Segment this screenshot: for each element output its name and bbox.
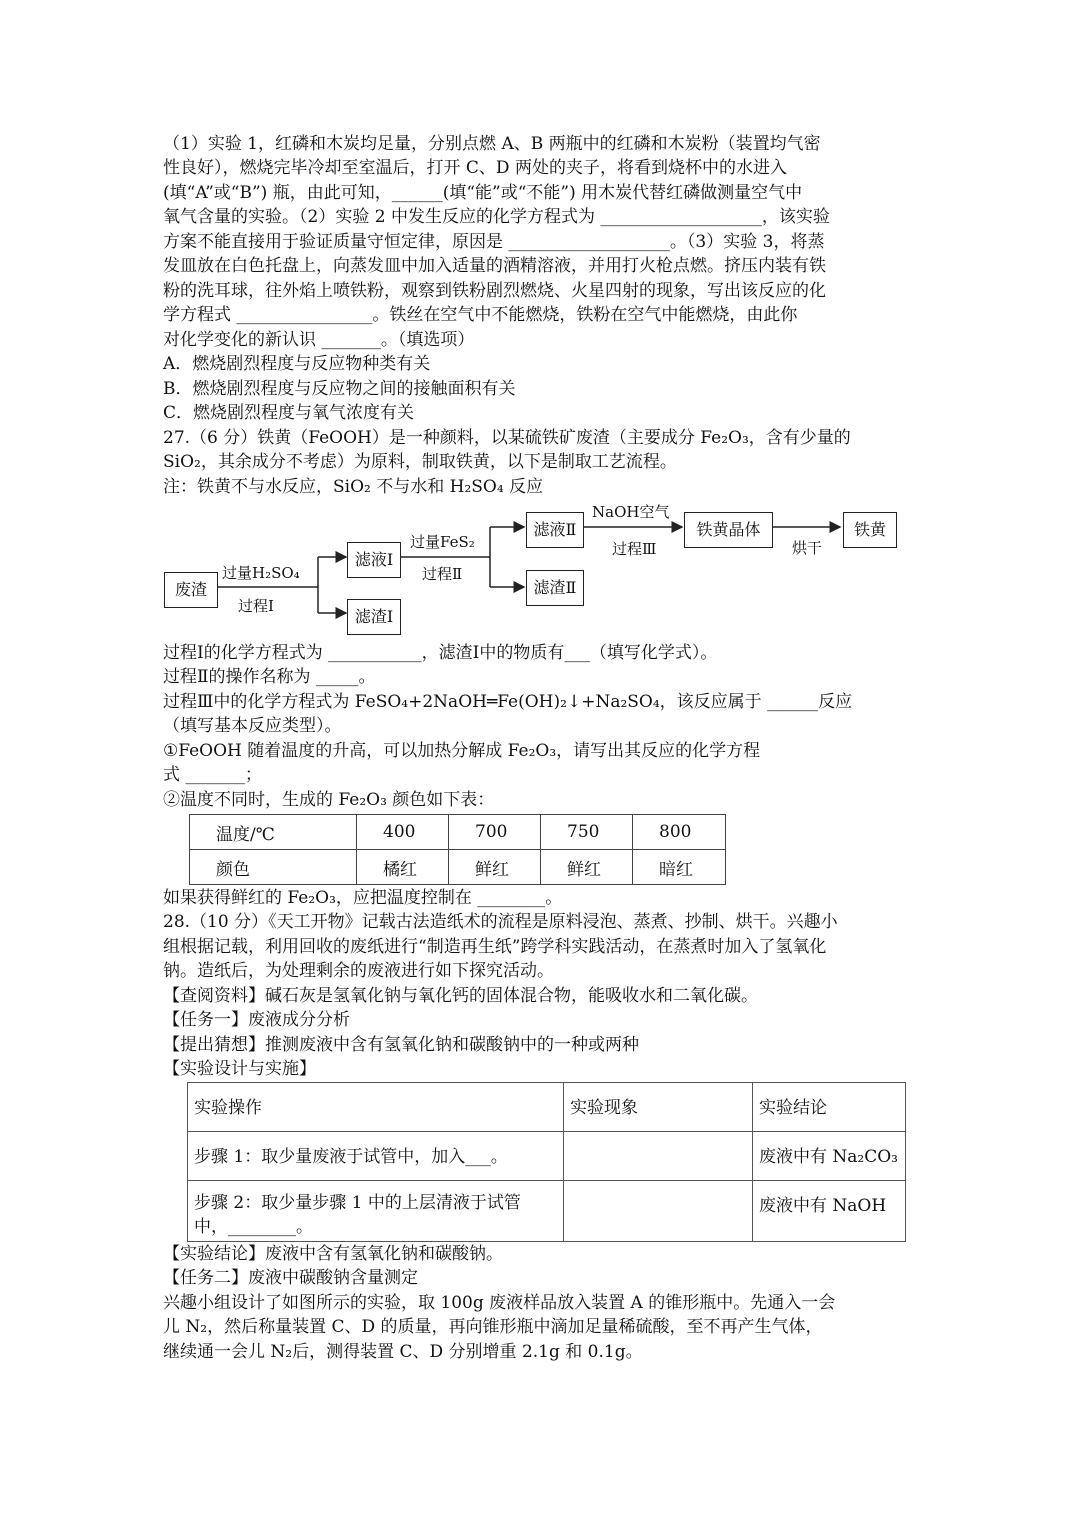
text-line: 如果获得鲜红的 Fe₂O₃，应把温度控制在 ________。 [163,888,563,908]
table-cell: 700 [449,815,541,850]
text-line: 【实验设计与实施】 [163,1059,316,1079]
box-lvye-1: 滤液Ⅰ [347,542,401,578]
text-line: ②温度不同时，生成的 Fe₂O₃ 颜色如下表： [163,790,495,810]
text-line: （填写基本反应类型）。 [163,716,342,736]
text-line: 粉的洗耳球，往外焰上喷铁粉，观察到铁粉剧烈燃烧、火星四射的现象，写出该反应的化 [163,281,826,301]
label-excess-fes2: 过量FeS₂ [410,533,475,551]
label-process-3: 过程Ⅲ [612,540,657,558]
text-line: 过程Ⅱ的操作名称为 _____。 [163,667,376,687]
table-cell: 步骤 1：取少量废液于试管中，加入___。 [188,1132,564,1181]
text-line: 氧气含量的实验。（2）实验 2 中发生反应的化学方程式为 ___________________，该实验 [163,207,830,227]
text-line: 【查阅资料】碱石灰是氢氧化钠与氧化钙的固体混合物，能吸收水和二氧化碳。 [163,986,758,1006]
cell-line: 中，________。 [194,1217,313,1237]
table-cell: 400 [357,815,449,850]
temperature-color-table [189,814,726,885]
text-line: 对化学变化的新认识 _______。（填选项） [163,330,475,350]
table-header: 实验现象 [564,1083,753,1132]
table-cell: 废液中有 NaOH [753,1181,906,1242]
text-line: 发皿放在白色托盘上，向蒸发皿中加入适量的酒精溶液，并用打火枪点燃。挤压内装有铁 [163,256,826,276]
text-line: 兴趣小组设计了如图所示的实验，取 100g 废液样品放入装置 A 的锥形瓶中。先通入一会 [163,1293,836,1313]
table-cell: 800 [633,815,726,850]
text-line: 组根据记载，利用回收的废纸进行“制造再生纸”跨学科实践活动，在蒸煮时加入了氢氧化 [163,937,827,957]
table-cell: 温度/℃ [190,815,357,850]
text-line: 过程Ⅲ中的化学方程式为 FeSO₄+2NaOH═Fe(OH)₂↓+Na₂SO₄，该反应属于 ______反应 [163,692,853,712]
label-excess-h2so4: 过量H₂SO₄ [222,564,300,582]
table-row [188,1181,906,1242]
label-process-2: 过程Ⅱ [422,565,463,583]
option-c: C．燃烧剧烈程度与氧气浓度有关 [163,403,415,423]
text-line: 【任务二】废液中碳酸钠含量测定 [163,1268,418,1288]
table-cell: 鲜红 [449,850,541,885]
text-line: 【实验结论】废液中含有氢氧化钠和碳酸钠。 [163,1244,503,1264]
table-cell: 750 [541,815,633,850]
table-header: 实验结论 [753,1083,906,1132]
box-lvye-2: 滤液Ⅱ [526,512,584,548]
table-row [188,1132,906,1181]
box-tiehuang-jingti: 铁黄晶体 [684,512,773,548]
table-row [190,850,726,885]
table-header-row [188,1083,906,1132]
box-lvzha-1: 滤渣Ⅰ [347,599,401,635]
question-28-title: 28.（10 分）《天工开物》记载古法造纸术的流程是原料浸泡、蒸煮、抄制、烘干。兴趣小 [163,912,838,932]
label-process-1: 过程Ⅰ [238,597,274,615]
table-cell [564,1132,753,1181]
label-naoh-air: NaOH空气 [592,503,670,521]
option-a: A．燃烧剧烈程度与反应物种类有关 [163,354,431,374]
box-tiehuang: 铁黄 [843,512,897,548]
text-line: 儿 N₂，然后称量装置 C、D 的质量，再向锥形瓶中滴加足量稀硫酸，至不再产生气体， [163,1317,823,1337]
text-line: 继续通一会儿 N₂后，测得装置 C、D 分别增重 2.1g 和 0.1g。 [163,1342,643,1362]
table-cell [188,1181,564,1242]
text-line: ①FeOOH 随着温度的升高，可以加热分解成 Fe₂O₃，请写出其反应的化学方程 [163,741,761,761]
box-lvzha-2: 滤渣Ⅱ [526,570,584,606]
table-cell: 橘红 [357,850,449,885]
text-line: 学方程式 ________________。铁丝在空气中不能燃烧，铁粉在空气中能燃烧，由此你 [163,305,798,325]
table-row [190,815,726,850]
table-cell: 废液中有 Na₂CO₃ [753,1132,906,1181]
text-line: 过程Ⅰ的化学方程式为 ___________，滤渣Ⅰ中的物质有___（填写化学式）。 [163,643,718,663]
note-line: 注：铁黄不与水反应，SiO₂ 不与水和 H₂SO₄ 反应 [163,477,544,497]
text-line: SiO₂，其余成分不考虑）为原料，制取铁黄，以下是制取工艺流程。 [163,452,677,472]
text-line: 式 _______； [163,765,262,785]
option-b: B．燃烧剧烈程度与反应物之间的接触面积有关 [163,379,516,399]
question-27-title: 27.（6 分）铁黄（FeOOH）是一种颜料，以某硫铁矿废渣（主要成分 Fe₂O₃，含有少量的 [163,428,851,448]
text-line: 钠。造纸后，为处理剩余的废液进行如下探究活动。 [163,961,554,981]
text-line: 方案不能直接用于验证质量守恒定律，原因是 ___________________。（3）实验 3，将蒸 [163,232,825,252]
experiment-table [187,1082,906,1242]
text-line: （1）实验 1，红磷和木炭均足量，分别点燃 A、B 两瓶中的红磷和木炭粉（装置均气密 [163,134,821,154]
process-flow-diagram [160,505,900,645]
table-cell: 鲜红 [541,850,633,885]
label-dry: 烘干 [792,539,823,557]
text-line: 【提出猜想】推测废液中含有氢氧化钠和碳酸钠中的一种或两种 [163,1035,639,1055]
box-feizha: 废渣 [164,572,218,608]
text-line: 性良好），燃烧完毕冷却至室温后，打开 C、D 两处的夹子，将看到烧杯中的水进入 [163,158,787,178]
text-line: 【任务一】废液成分分析 [163,1010,350,1030]
table-cell: 颜色 [190,850,357,885]
table-cell [564,1181,753,1242]
cell-line: 步骤 2：取少量步骤 1 中的上层清液于试管 [194,1193,521,1213]
text-line: (填“A”或“B”) 瓶，由此可知，______(填“能”或“不能”) 用木炭代替红磷做测量空气中 [163,183,803,203]
table-header: 实验操作 [188,1083,564,1132]
table-cell: 暗红 [633,850,726,885]
